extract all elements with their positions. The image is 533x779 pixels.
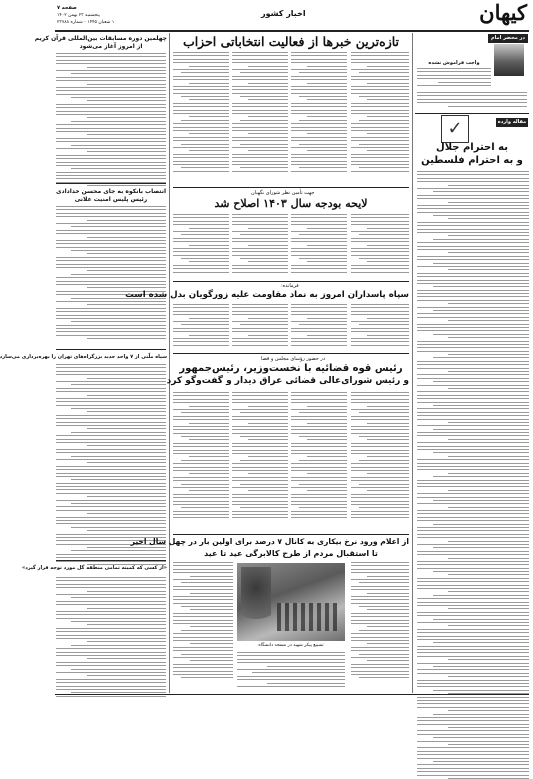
leader-box-caption: واجب فراموش نشده <box>428 60 480 66</box>
left-col-text-4 <box>56 577 166 692</box>
page-number: صفحه ۷ <box>57 5 77 11</box>
top-col-2 <box>291 52 347 184</box>
judiciary-col-3 <box>232 392 288 532</box>
budget-kicker: جهت تأمین نظر شورای نگهبان <box>251 190 315 196</box>
irgc-headline: سپاه پاسداران امروز به نماد مقاومت علیه زورگویان بدل شده است <box>125 290 409 300</box>
leader-photo <box>494 44 524 76</box>
irgc-col-4 <box>173 304 229 350</box>
left-col-text-2 <box>56 206 166 346</box>
photo-people <box>277 603 337 631</box>
top-col-1 <box>351 52 409 184</box>
center-rule-4 <box>173 534 409 535</box>
budget-col-2 <box>291 214 347 278</box>
bottom-col-1 <box>351 562 409 692</box>
top-col-3 <box>232 52 288 184</box>
newspaper-logo: کیهان <box>479 0 527 25</box>
irgc-col-3 <box>232 304 288 350</box>
irgc-kicker: فرمانده: <box>281 283 299 289</box>
judiciary-col-4 <box>173 392 229 532</box>
irgc-col-1 <box>351 304 409 350</box>
judiciary-kicker: در حضور رؤسای مجلس و قضا <box>261 356 326 362</box>
left-col-headline-3: سپاه ملّتی از ۷ واحد جدید بزرگراه‌های تهران را بهره‌برداری می‌سازد <box>0 354 167 360</box>
bottom-col-2 <box>173 562 233 692</box>
left-col-rule-3 <box>56 560 166 561</box>
irgc-col-2 <box>291 304 347 350</box>
leader-box-text-2 <box>417 92 527 110</box>
left-col-text-3 <box>56 364 166 554</box>
photo-caption: تشییع پیکر شهید در مسجد دانشگاه <box>258 643 324 648</box>
judiciary-headline-2: و رئیس شورای‌عالی قضائی عراق دیدار و گفت‌وگو کرد <box>166 376 409 386</box>
editorial-headline-1: به احترام جلال <box>436 142 508 153</box>
bottom-headline-2: تا استقبال مردم از طرح کالابرگی عید تا عید <box>204 549 378 558</box>
left-col-text-1 <box>56 53 166 181</box>
budget-col-4 <box>173 214 229 278</box>
judiciary-headline-1: رئیس قوه قضائیه با نخست‌وزیر، رئیس‌جمهور <box>179 363 403 374</box>
masthead <box>51 0 533 33</box>
editorial-text <box>417 171 529 691</box>
leader-box-text <box>417 68 491 90</box>
left-col-headline-2: انتصاب بانکوه به‌ جای محسن خدادادی <box>55 188 167 195</box>
center-rule-3 <box>173 353 409 354</box>
left-col-headline-1: چهلمین دوره مسابقات بین‌المللی قرآن کریم <box>34 35 167 42</box>
leader-box-title: در محضر امام <box>488 34 528 43</box>
judiciary-col-2 <box>291 392 347 532</box>
top-col-4 <box>173 52 229 184</box>
editorial-logo: ✓ <box>441 115 469 143</box>
leader-box-rule <box>415 113 529 114</box>
judiciary-col-1 <box>351 392 409 532</box>
bottom-headline-1: از اعلام ورود نرخ بیکاری به کانال ۷ درصد برای اولین بار در چهل سال اخیر <box>130 537 409 546</box>
budget-col-3 <box>232 214 288 278</box>
left-col-headline-2b: رئیس پلیس امنیت علانی <box>74 196 148 203</box>
section-title: اخبار کشور <box>261 9 306 18</box>
left-col-headline-1b: از امروز آغاز می‌شود <box>79 43 143 50</box>
news-photo <box>237 563 345 641</box>
editorial-box-title: مقاله وارده <box>497 119 527 125</box>
issue-line: ۱ شعبان ۱۴۴۵ - شماره ۲۳۷۸۸ <box>57 20 115 25</box>
budget-headline: لایحه بودجه سال ۱۴۰۳ اصلاح شد <box>214 197 368 210</box>
editorial-headline-2: و به احترام فلسطین <box>421 155 523 166</box>
left-col-rule-2 <box>56 349 166 350</box>
center-rule-1 <box>173 187 409 188</box>
date-line: پنجشنبه ۲۳ بهمن ۱۴۰۲ <box>57 13 100 18</box>
budget-col-1 <box>351 214 409 278</box>
left-column-divider <box>169 33 170 693</box>
footer-rule <box>55 694 529 695</box>
bottom-col-3 <box>237 652 345 692</box>
left-col-headline-4: «از کسی که کمیته تمامی منطقه گل مورد توجه قرار گیرد» <box>21 565 167 571</box>
main-headline: تازه‌ترین خبرها از فعالیت انتخاباتی احزاب <box>182 34 400 49</box>
left-col-rule-1 <box>56 183 166 184</box>
center-rule-2 <box>173 281 409 282</box>
masthead-rule <box>55 30 529 32</box>
column-divider <box>412 33 413 693</box>
photo-tree <box>241 567 271 637</box>
